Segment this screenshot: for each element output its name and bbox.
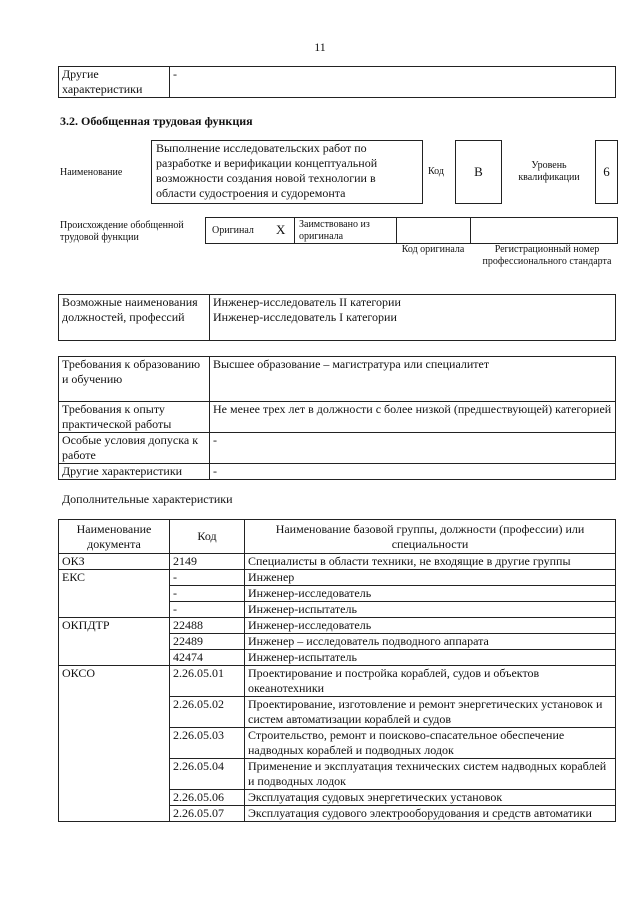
- requirements-table: [58, 356, 616, 480]
- header-code: Код: [170, 520, 245, 554]
- name-cell: Применение и эксплуатация технических систем надводных кораблей и подводных лодок: [245, 759, 616, 790]
- table-row: [59, 618, 616, 634]
- origin-original-label: Оригинал: [212, 225, 254, 236]
- origin-label: Происхождение обобщенной трудовой функции: [60, 220, 184, 243]
- code-cell: 2.26.05.04: [170, 759, 245, 790]
- name-cell: Строительство, ремонт и поисково-спасательное обеспечение надводных кораблей и подводных лодок: [245, 728, 616, 759]
- position-item: Инженер-исследователь II категории: [213, 295, 401, 309]
- code-cell: 22489: [170, 634, 245, 650]
- additional-table: [58, 519, 616, 822]
- header-name: Наименование базовой группы, должности (профессии) или специальности: [245, 520, 616, 554]
- code-cell: 2.26.05.03: [170, 728, 245, 759]
- gtf-level-value: 6: [595, 140, 618, 204]
- section-title: 3.2. Обобщенная трудовая функция: [60, 114, 253, 128]
- code-cell: 2.26.05.02: [170, 697, 245, 728]
- code-cell: 2.26.05.01: [170, 666, 245, 697]
- req-education-value: Высшее образование – магистратура или специалитет: [210, 357, 616, 402]
- gtf-name-label: Наименование: [60, 167, 123, 178]
- name-cell: Проектирование и постройка кораблей, судов и объектов океанотехники: [245, 666, 616, 697]
- position-item: Инженер-исследователь I категории: [213, 310, 397, 324]
- table-row: [59, 570, 616, 586]
- name-cell: Инженер-испытатель: [245, 650, 616, 666]
- doc-eks: ЕКС: [59, 570, 170, 618]
- code-cell: 22488: [170, 618, 245, 634]
- origin-row: [205, 217, 618, 244]
- name-cell: Инженер: [245, 570, 616, 586]
- req-conditions-label: Особые условия допуска к работе: [59, 433, 210, 464]
- req-education-label: Требования к образованию и обучению: [59, 357, 210, 402]
- req-other-value: -: [210, 464, 616, 480]
- req-other-label: Другие характеристики: [59, 464, 210, 480]
- name-cell: Инженер-испытатель: [245, 602, 616, 618]
- code-cell: 2.26.05.07: [170, 806, 245, 822]
- origin-original-mark: X: [276, 222, 286, 237]
- header-document: Наименование документа: [59, 520, 170, 554]
- positions-label: Возможные наименования должностей, профессий: [59, 295, 210, 341]
- top-other-value: -: [170, 67, 616, 98]
- code-cell: -: [170, 586, 245, 602]
- name-cell: Инженер-исследователь: [245, 618, 616, 634]
- positions-table: [58, 294, 616, 341]
- table-row: [59, 554, 616, 570]
- req-conditions-value: -: [210, 433, 616, 464]
- gtf-name-value: Выполнение исследовательских работ по разработке и верификации концептуальной возможности создания новой технологии в области судостроения и судоремонта: [156, 141, 378, 200]
- gtf-name-box: [151, 140, 423, 204]
- code-cell: 2149: [170, 554, 245, 570]
- gtf-code-value: B: [455, 140, 502, 204]
- req-experience-value: Не менее трех лет в должности с более низкой (предшествующей) категорией: [210, 402, 616, 433]
- name-cell: Эксплуатация судового электрооборудования и средств автоматики: [245, 806, 616, 822]
- gtf-level-label: Уровень квалификации: [518, 160, 580, 183]
- gtf-code-label: Код: [428, 166, 444, 177]
- name-cell: Проектирование, изготовление и ремонт энергетических установок и систем автоматизации кораблей и судов: [245, 697, 616, 728]
- code-cell: -: [170, 602, 245, 618]
- doc-okpdtr: ОКПДТР: [59, 618, 170, 666]
- doc-okz: ОКЗ: [59, 554, 170, 570]
- name-cell: Специалисты в области техники, не входящие в другие группы: [245, 554, 616, 570]
- code-cell: 2.26.05.06: [170, 790, 245, 806]
- code-cell: -: [170, 570, 245, 586]
- additional-title: Дополнительные характеристики: [62, 492, 233, 506]
- origin-reg-caption: Регистрационный номер профессионального стандарта: [482, 244, 612, 267]
- table-row: [59, 666, 616, 697]
- top-other-label: Другие характеристики: [59, 67, 170, 98]
- name-cell: Инженер-исследователь: [245, 586, 616, 602]
- top-characteristics-table: [58, 66, 616, 98]
- req-experience-label: Требования к опыту практической работы: [59, 402, 210, 433]
- name-cell: Инженер – исследователь подводного аппарата: [245, 634, 616, 650]
- origin-code-caption: Код оригинала: [401, 244, 465, 255]
- page-number: 11: [314, 40, 326, 54]
- name-cell: Эксплуатация судовых энергетических установок: [245, 790, 616, 806]
- positions-values: [210, 295, 616, 341]
- doc-okso: ОКСО: [59, 666, 170, 822]
- code-cell: 42474: [170, 650, 245, 666]
- origin-borrowed-label: Заимствовано из оригинала: [299, 219, 370, 242]
